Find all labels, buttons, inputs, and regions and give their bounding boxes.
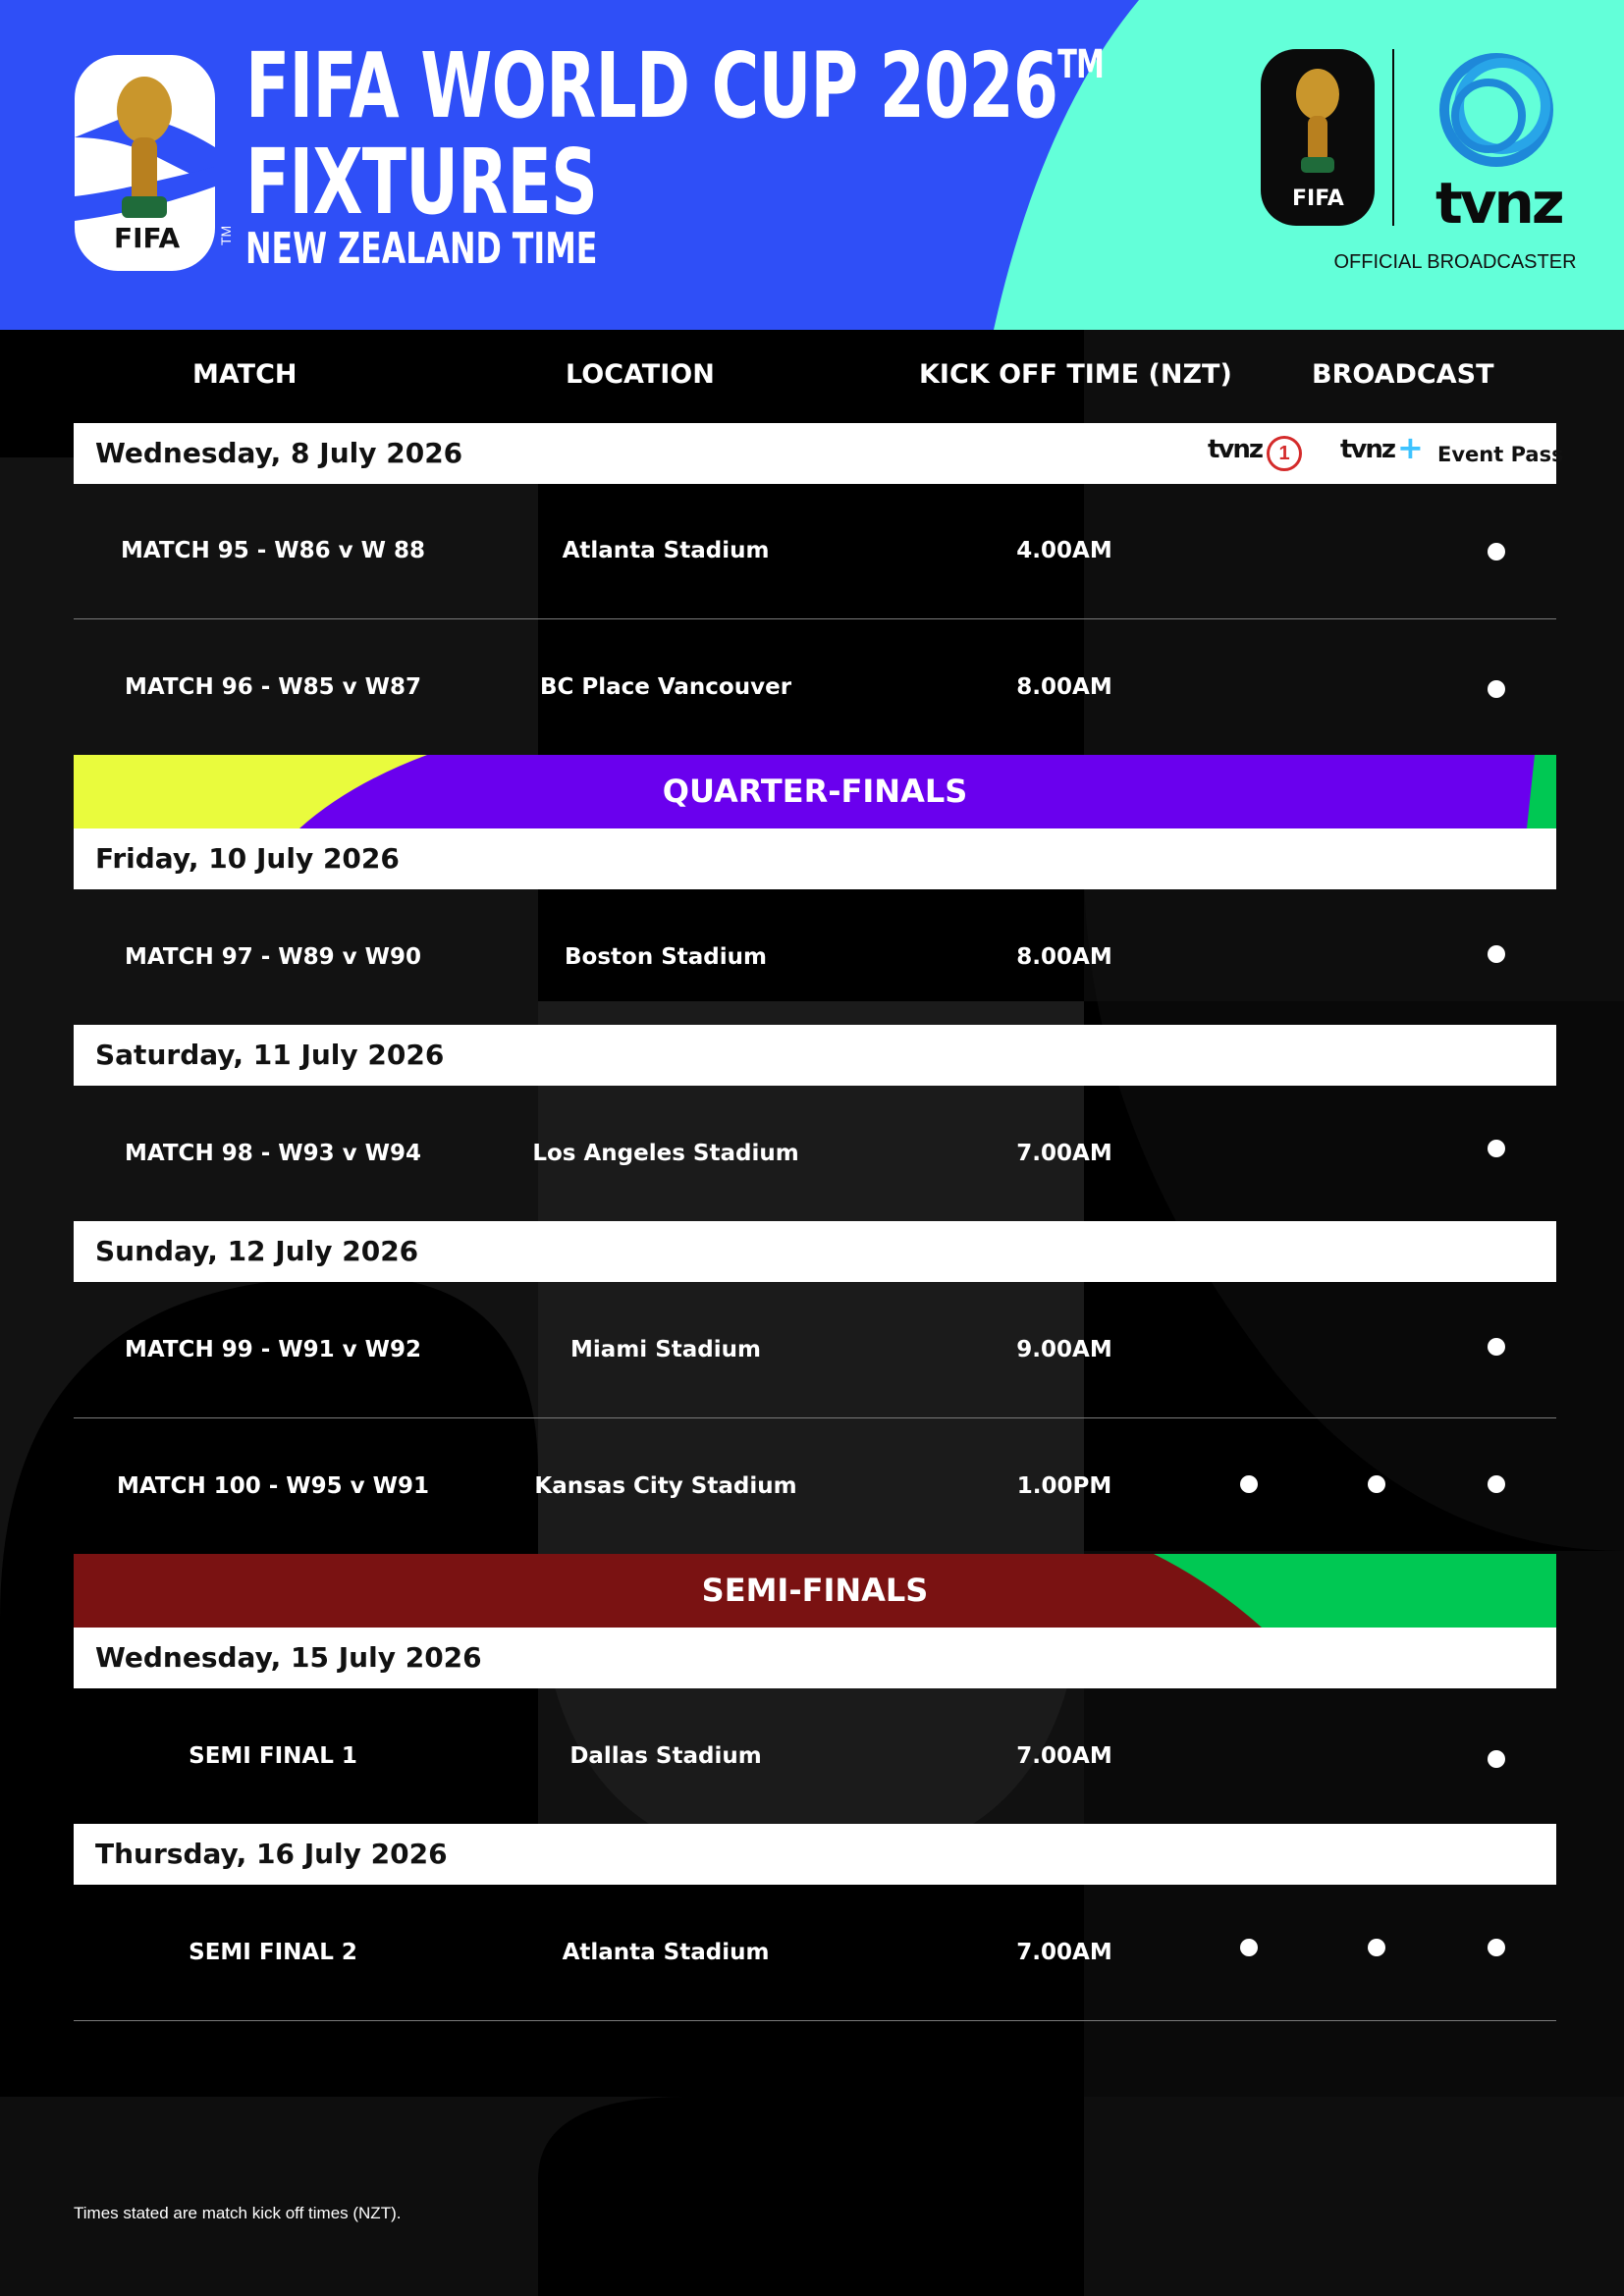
eventpass-dot xyxy=(1488,1338,1505,1356)
col-header-match: MATCH xyxy=(192,359,298,390)
match-name: MATCH 100 - W95 v W91 xyxy=(116,1473,430,1499)
eventpass-dot xyxy=(1488,945,1505,963)
date-bar: Wednesday, 8 July 2026 tvnz 1 tvnz + Event Pass xyxy=(74,423,1556,484)
title-line-2: FIXTURES xyxy=(245,130,598,235)
date-bar xyxy=(74,828,1556,889)
title-line-1: FIFA WORLD CUP 2026™ xyxy=(245,33,1105,138)
match-name: SEMI FINAL 1 xyxy=(189,1743,357,1769)
date-label: Sunday, 12 July 2026 xyxy=(95,1235,419,1267)
eventpass-dot xyxy=(1488,1475,1505,1493)
match-time: 7.00AM xyxy=(1016,1141,1112,1166)
match-location: Dallas Stadium xyxy=(569,1743,762,1769)
tvnz1-dot xyxy=(1240,1939,1258,1956)
match-name: MATCH 99 - W91 v W92 xyxy=(124,1337,422,1362)
tvnzplus-dot xyxy=(1368,1475,1385,1493)
match-location: Kansas City Stadium xyxy=(534,1473,797,1499)
col-header-location: LOCATION xyxy=(566,359,715,390)
quarter-finals-banner xyxy=(74,755,1556,828)
stage-title: SEMI-FINALS xyxy=(701,1572,929,1609)
match-time: 1.00PM xyxy=(1016,1473,1112,1499)
lockup-divider xyxy=(1392,49,1394,226)
match-name: MATCH 97 - W89 v W90 xyxy=(124,944,422,970)
date-bar xyxy=(74,1221,1556,1282)
match-location: Boston Stadium xyxy=(565,944,767,970)
tvnz-ring-logo xyxy=(1439,53,1553,167)
semi-finals-banner xyxy=(74,1554,1556,1628)
date-label: Friday, 10 July 2026 xyxy=(95,842,400,875)
date-bar xyxy=(74,1025,1556,1086)
eventpass-dot xyxy=(1488,543,1505,561)
match-location: Atlanta Stadium xyxy=(562,538,770,563)
eventpass-dot xyxy=(1488,680,1505,698)
match-time: 4.00AM xyxy=(1016,538,1112,563)
eventpass-dot xyxy=(1488,1140,1505,1157)
date-label: Wednesday, 15 July 2026 xyxy=(95,1641,482,1674)
match-time: 7.00AM xyxy=(1016,1940,1112,1965)
row-divider xyxy=(74,2020,1556,2021)
match-time: 9.00AM xyxy=(1016,1337,1112,1362)
eventpass-dot xyxy=(1488,1939,1505,1956)
match-name: SEMI FINAL 2 xyxy=(189,1940,357,1965)
plus-icon: + xyxy=(1397,429,1424,466)
match-location: Atlanta Stadium xyxy=(562,1940,770,1965)
col-header-kickoff: KICK OFF TIME (NZT) xyxy=(919,359,1232,390)
match-name: MATCH 98 - W93 v W94 xyxy=(124,1141,422,1166)
tvnz1-dot xyxy=(1240,1475,1258,1493)
match-location: Los Angeles Stadium xyxy=(532,1141,799,1166)
header xyxy=(0,0,1624,330)
emblem-tm: TM xyxy=(218,225,234,245)
date-bar xyxy=(74,1628,1556,1688)
official-broadcaster-caption: OFFICIAL BROADCASTER xyxy=(1333,251,1577,273)
date-label: Thursday, 16 July 2026 xyxy=(95,1838,448,1870)
date-label: Wednesday, 8 July 2026 xyxy=(95,437,463,469)
match-time: 7.00AM xyxy=(1016,1743,1112,1769)
col-header-broadcast: BROADCAST xyxy=(1312,359,1494,390)
match-name: MATCH 95 - W86 v W 88 xyxy=(120,538,426,563)
date-bar xyxy=(74,1824,1556,1885)
tvnz1-badge: 1 xyxy=(1267,436,1302,471)
match-time: 8.00AM xyxy=(1016,674,1112,700)
row-divider xyxy=(74,1417,1556,1418)
tvnzplus-dot xyxy=(1368,1939,1385,1956)
eventpass-dot xyxy=(1488,1750,1505,1768)
footnote: Times stated are match kick off times (NZT). xyxy=(74,2204,402,2222)
subtitle: NEW ZEALAND TIME xyxy=(245,224,598,274)
match-name: MATCH 96 - W85 v W87 xyxy=(124,674,422,700)
stage-title: QUARTER-FINALS xyxy=(662,773,968,810)
eventpass-channel-label: Event Pass xyxy=(1437,443,1564,466)
match-location: BC Place Vancouver xyxy=(539,674,792,700)
tvnz-wordmark: tvnz xyxy=(1435,170,1562,237)
partner-fifa-text: FIFA xyxy=(1292,187,1344,211)
match-location: Miami Stadium xyxy=(570,1337,761,1362)
row-divider xyxy=(74,618,1556,619)
emblem-fifa-text: FIFA xyxy=(114,222,181,254)
match-time: 8.00AM xyxy=(1016,944,1112,970)
date-label: Saturday, 11 July 2026 xyxy=(95,1039,445,1071)
